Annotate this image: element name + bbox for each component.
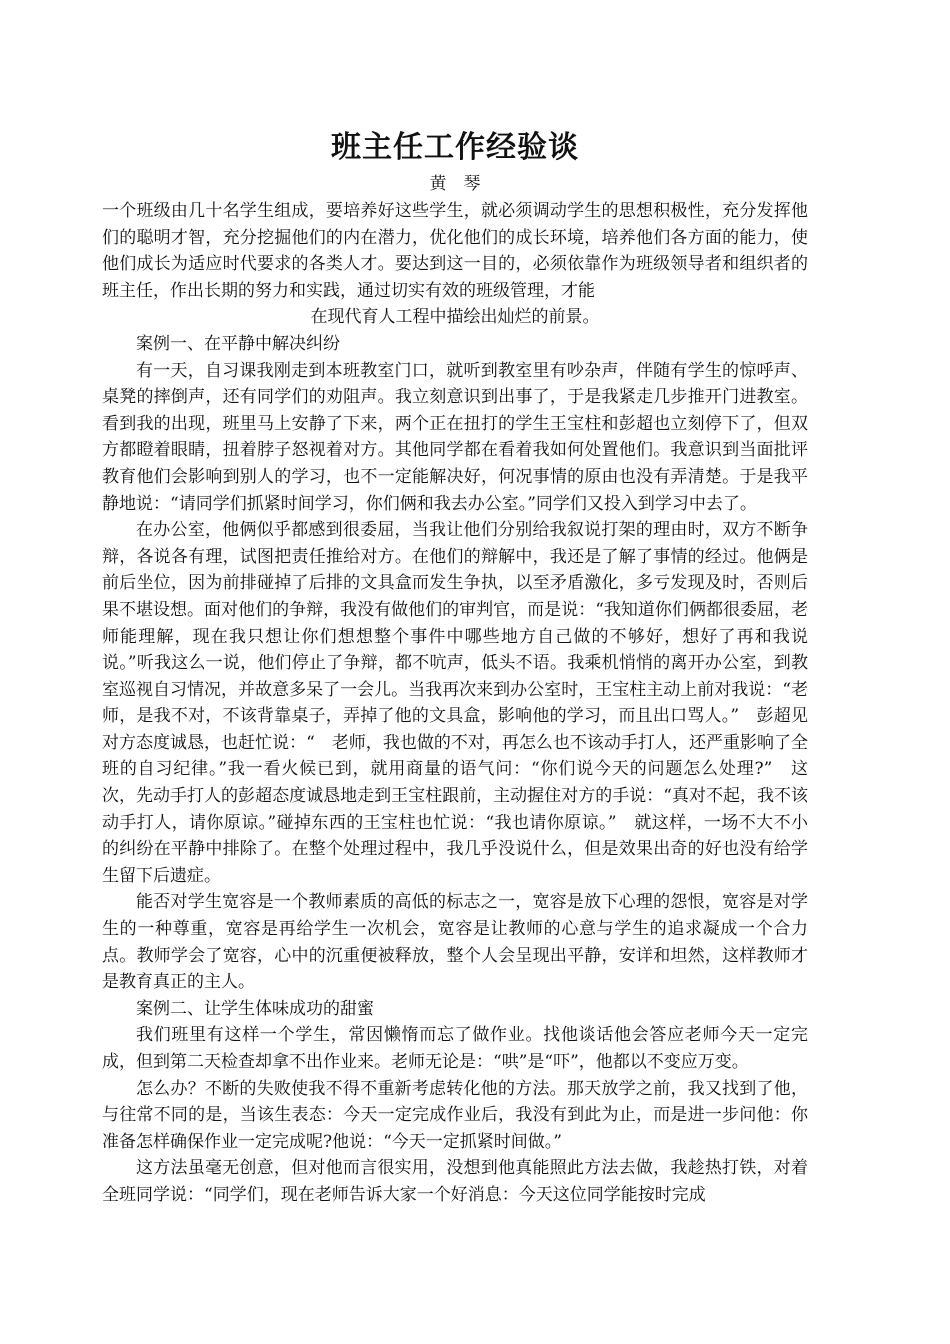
case2-paragraph-2: 怎么办？不断的失败使我不得不重新考虑转化他的方法。那天放学之前，我又找到了他，与往常不同的是，当该生表态：今天一定完成作业后，我没有到此为止，而是进一步问他：你准备怎样确保作业一定完成呢?他说：“今天一定抓紧时间做。”	[102, 1078, 808, 1152]
intro-paragraph: 一个班级由几十名学生组成，要培养好这些学生，就必须调动学生的思想积极性，充分发挥他们的聪明才智，充分挖掘他们的内在潜力，优化他们的成长环境，培养他们各方面的能力，使他们成长为适应时代要求的各类人才。要达到这一目的，必须依靠作为班级领导者和组织者的班主任，作出长期的努力和实践，通过切实有效的班级管理，才能	[102, 201, 808, 301]
case2-paragraph-1: 我们班里有这样一个学生，常因懒惰而忘了做作业。找他谈话他会答应老师今天一定完成，但到第二天检查却拿不出作业来。老师无论是：“哄”是“吓”，他都以不变应万变。	[102, 1025, 808, 1072]
document-page	[102, 128, 808, 1209]
case1-paragraph-3: 能否对学生宽容是一个教师素质的高低的标志之一，宽容是放下心理的怨恨，宽容是对学生的一种尊重，宽容是再给学生一次机会，宽容是让教师的心意与学生的追求凝成一个合力点。教师学会了宽容，心中的沉重便被释放，整个人会呈现出平静，安详和坦然，这样教师才是教育真正的主人。	[102, 892, 808, 993]
case1-paragraph-2: 在办公室，他俩似乎都感到很委屈，当我让他们分别给我叙说打架的理由时，双方不断争辩，各说各有理，试图把责任推给对方。在他们的辩解中，我还是了解了事情的经过。他俩是前后坐位，因为前排碰掉了后排的文具盒而发生争执，以至矛盾激化，多亏发现及时，否则后果不堪设想。面对他们的争辩，我没有做他们的审判官，而是说：“我知道你们俩都很委屈，老师能理解，现在我只想让你们想想整个事件中哪些地方自己做的不够好，想好了再和我说说。”听我这么一说，他们停止了争辩，都不吭声，低头不语。我乘机悄悄的离开办公室，到教室巡视自习情况，并故意多呆了一会儿。当我再次来到办公室时，王宝柱主动上前对我说：“老师，是我不对，不该背靠桌子，弄掉了他的文具盒，影响他的学习，而且出口骂人。” 彭超见对方态度诚恳，也赶忙说：“ 老师，我也做的不对，再怎么也不该动手打人，还严重影响了全班的自习纪律。”我一看火候已到，就用商量的语气问：“你们说今天的问题怎么处理?” 这次，先动手打人的彭超态度诚恳地走到王宝柱跟前，主动握住对方的手说：“真对不起，我不该动手打人，请你原谅。”碰掉东西的王宝柱也忙说：“我也请你原谅。” 就这样，一场不大不小的纠纷在平静中排除了。在整个处理过程中，我几乎没说什么，但是效果出奇的好也没有给学生留下后遗症。	[102, 520, 808, 886]
case2-heading: 案例二、让学生体味成功的甜蜜	[136, 998, 374, 1019]
author-name: 黄 琴	[429, 174, 481, 194]
case2-paragraph-3: 这方法虽毫无创意，但对他而言很实用，没想到他真能照此方法去做，我趁热打铁，对着全班同学说：“同学们，现在老师告诉大家一个好消息：今天这位同学能按时完成	[102, 1158, 808, 1205]
document-title: 班主任工作经验谈	[331, 130, 579, 165]
case1-paragraph-1: 有一天，自习课我刚走到本班教室门口，就听到教室里有吵杂声，伴随有学生的惊呼声、桌凳的摔倒声，还有同学们的劝阻声。我立刻意识到出事了，于是我紧走几步推开门进教室。看到我的出现，班里马上安静了下来，两个正在扭打的学生王宝柱和彭超也立刻停下了，但双方都瞪着眼睛，扭着脖子怒视着对方。其他同学都在看着我如何处置他们。我意识到当面批评教育他们会影响到别人的学习，也不一定能解决好，何况事情的原由也没有弄清楚。于是我平静地说：“请同学们抓紧时间学习，你们俩和我去办公室。”同学们又投入到学习中去了。	[102, 360, 808, 514]
intro-paragraph-end: 在现代育人工程中描绘出灿烂的前景。	[310, 307, 600, 328]
case1-heading: 案例一、在平静中解决纠纷	[136, 333, 340, 354]
